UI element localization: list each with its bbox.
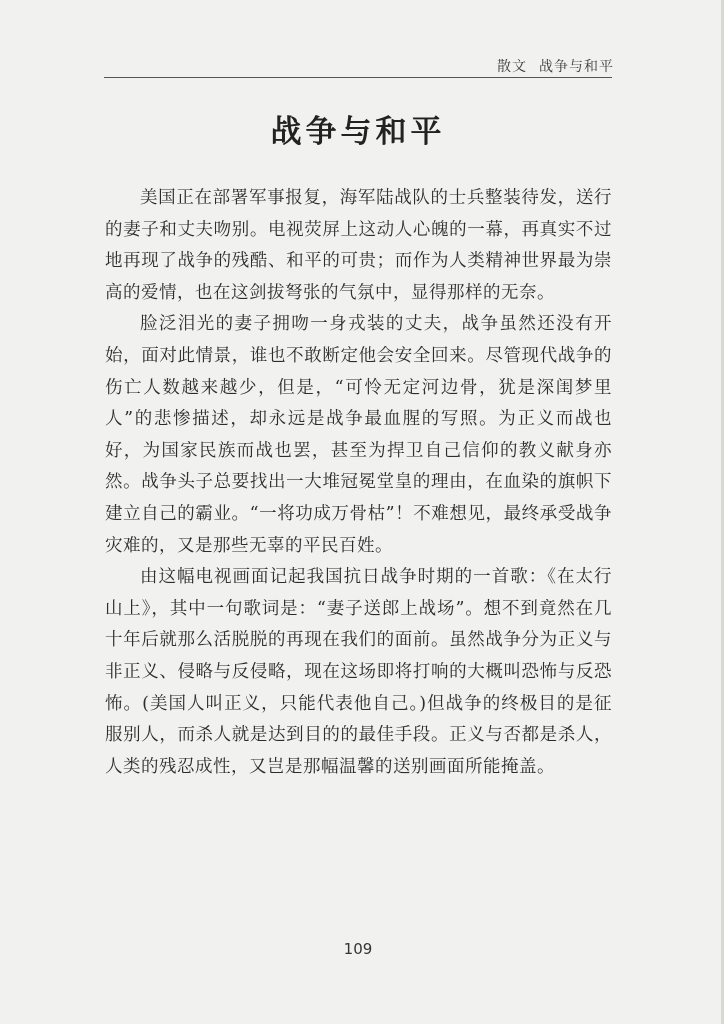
paragraph: 美国正在部署军事报复，海军陆战队的士兵整装待发，送行的妻子和丈夫吻别。电视荧屏上这动人心魄的一幕，再真实不过地再现了战争的残酷、和平的可贵；而作为人类精神世界最为崇高的爱情，也在这剑拔弩张的气氛中，显得那样的无奈。 xyxy=(105,188,612,303)
paragraph: 由这幅电视画面记起我国抗日战争时期的一首歌：《在太行山上》，其中一句歌词是：“妻子送郎上战场”。想不到竟然在几十年后就那么活脱脱的再现在我们的面前。虽然战争分为正义与非正义、侵略与反侵略，现在这场即将打响的大概叫恐怖与反恐怖。(美国人叫正义，只能代表他自己。)但战争的终极目的是征服别人，而杀人就是达到目的的最佳手段。正义与否都是杀人，人类的残忍成性，又岂是那幅温馨的送别画面所能掩盖。 xyxy=(105,567,612,777)
article-title: 战争与和平 xyxy=(270,114,446,150)
header-rule xyxy=(104,77,612,78)
running-header xyxy=(497,56,614,76)
paragraph: 脸泛泪光的妻子拥吻一身戎装的丈夫，战争虽然还没有开始，面对此情景，谁也不敢断定他会安全回来。尽管现代战争的伤亡人数越来越少，但是，“可怜无定河边骨，犹是深闺梦里人”的悲惨描述，却永远是战争最血腥的写照。为正义而战也好，为国家民族而战也罢，甚至为捍卫自己信仰的教义献身亦然。战争头子总要找出一大堆冠冕堂皇的理由，在血染的旗帜下建立自己的霸业。“一将功成万骨枯”！不难想见，最终承受战争灾难的，又是那些无辜的平民百姓。 xyxy=(105,314,612,556)
article-body xyxy=(105,183,612,783)
running-header-section: 散文 xyxy=(497,59,527,75)
running-header-chapter: 战争与和平 xyxy=(539,59,614,75)
page-number: 109 xyxy=(343,940,373,958)
